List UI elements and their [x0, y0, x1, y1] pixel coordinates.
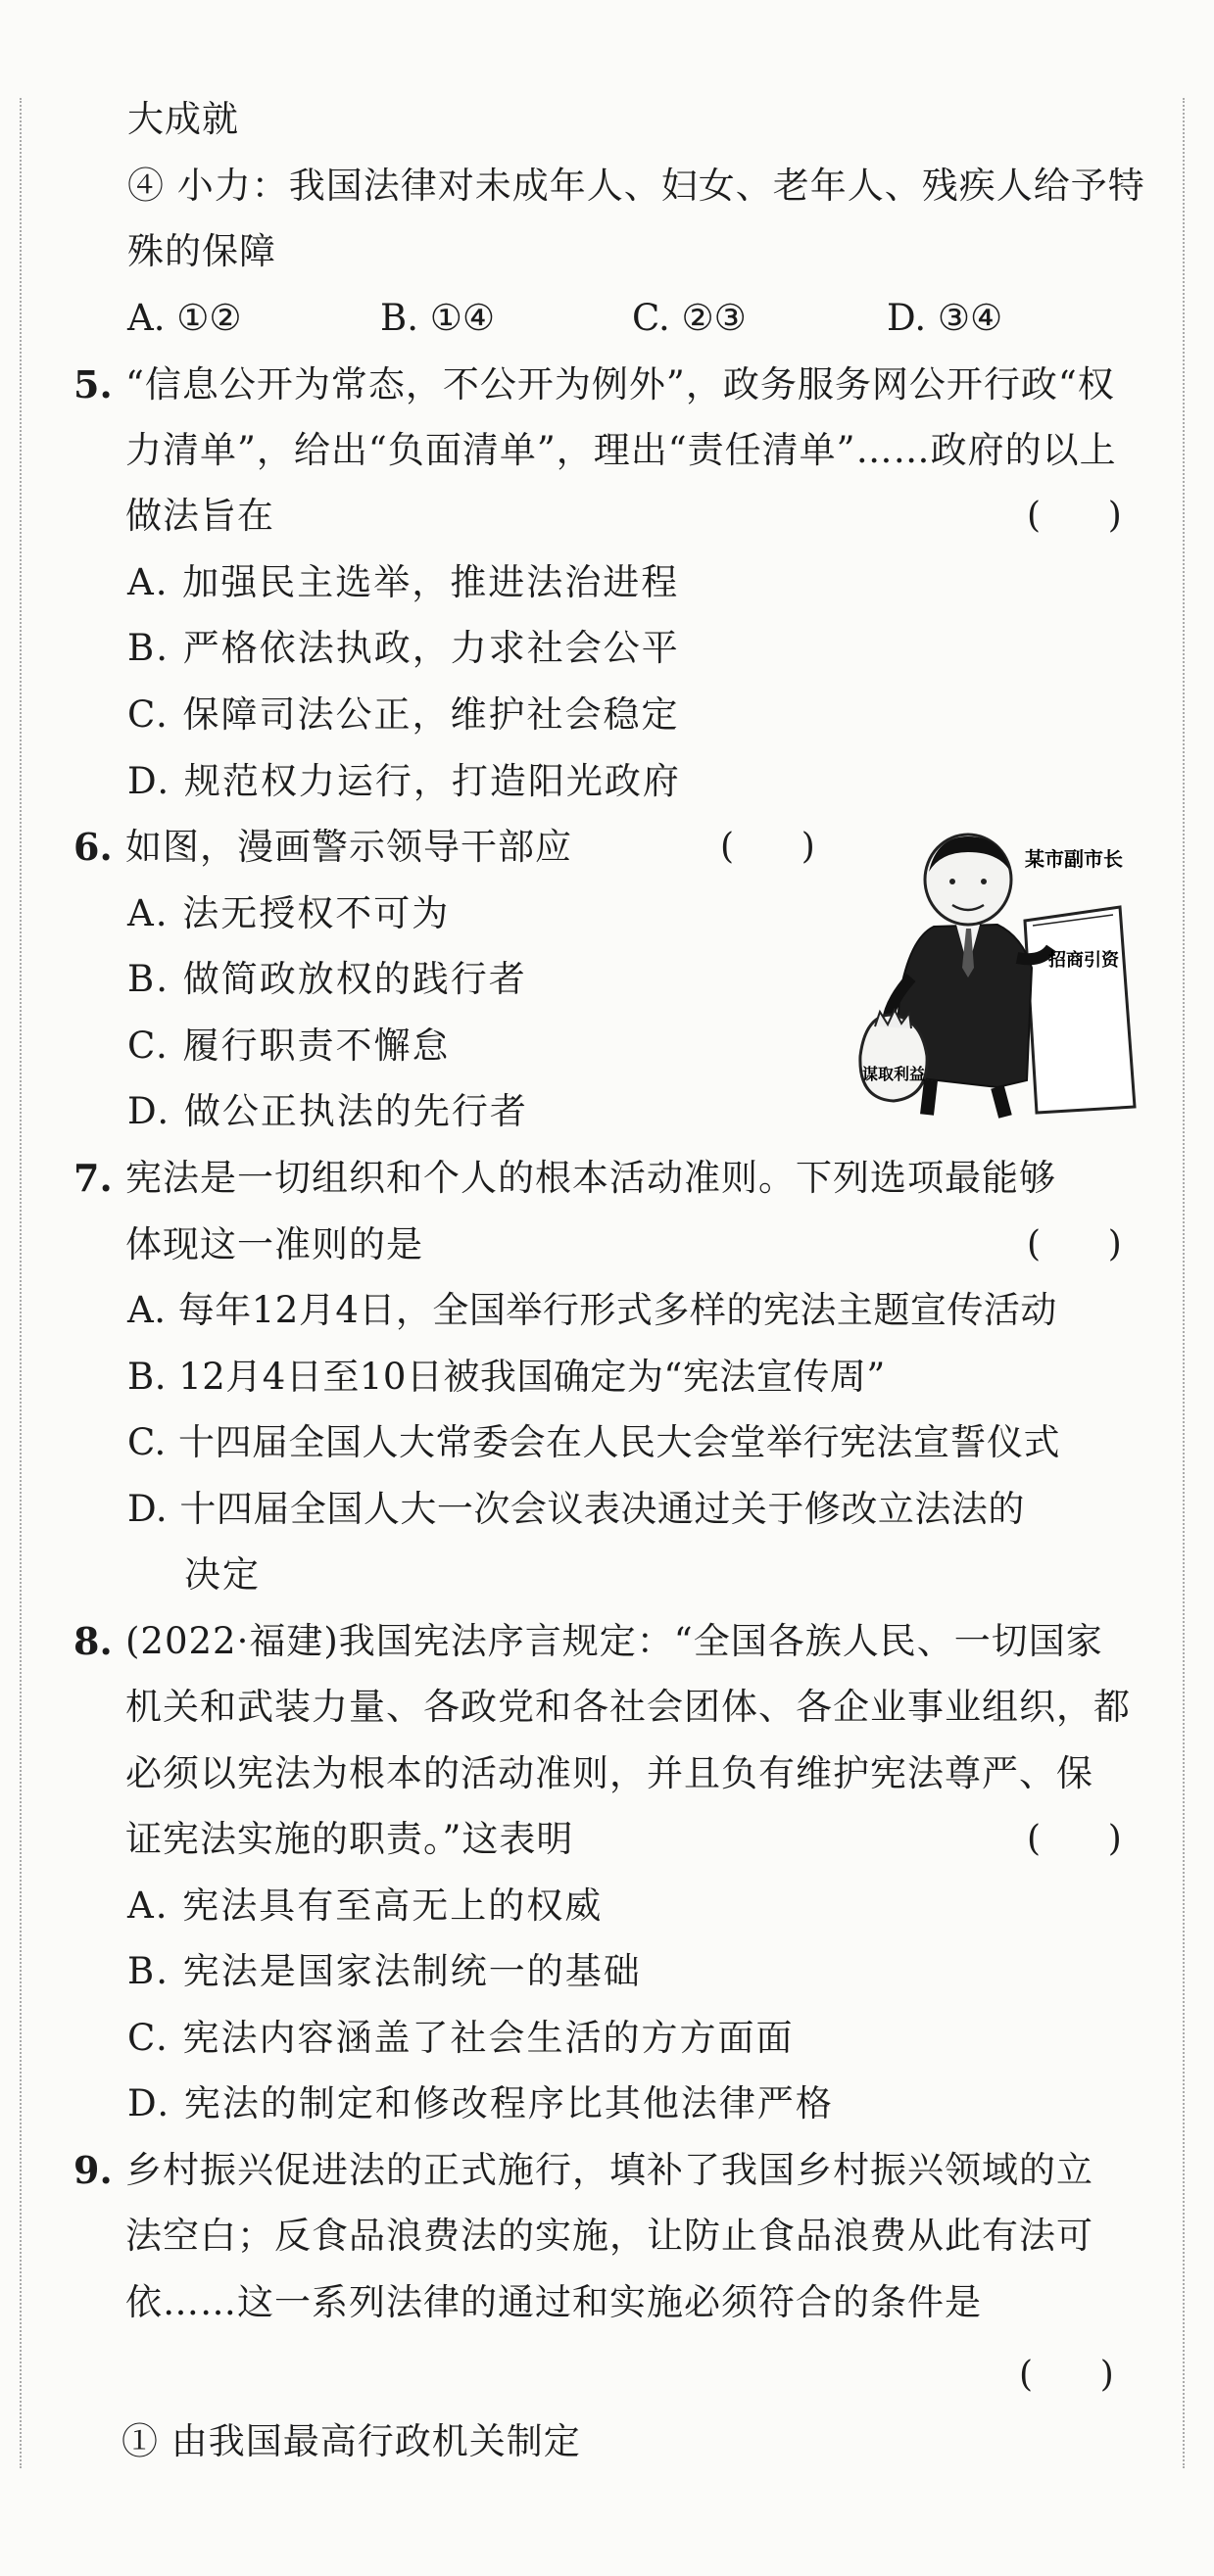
- question-8-stem-line: 证宪法实施的职责。”这表明: [125, 1818, 574, 1860]
- choice-a: A. ①②: [127, 297, 242, 339]
- question-5-option-d: D. 规范权力运行，打造阳光政府: [127, 760, 681, 802]
- question-7-stem-line: 宪法是一切组织和个人的根本活动准则。下列选项最能够: [125, 1157, 1056, 1199]
- question-6-number: 6.: [73, 825, 113, 869]
- question-6-option-c: C. 履行职责不懈怠: [127, 1025, 451, 1067]
- question-9-stem-line: 法空白；反食品浪费法的实施，让防止食品浪费从此有法可: [125, 2215, 1093, 2257]
- question-6-answer-blank[interactable]: ( ): [720, 827, 815, 867]
- question-8-stem-line: 机关和武装力量、各政党和各社会团体、各企业事业组织，都: [125, 1686, 1131, 1728]
- cartoon-bag-label: 谋取利益: [862, 1065, 926, 1083]
- question-6-stem: 如图，漫画警示领导干部应: [125, 826, 572, 868]
- choice-c: C. ②③: [632, 297, 747, 339]
- question-6-option-a: A. 法无授权不可为: [127, 892, 451, 934]
- question-5-answer-blank[interactable]: ( ): [1027, 496, 1122, 536]
- question-5-option-c: C. 保障司法公正，维护社会稳定: [127, 693, 680, 736]
- question-8-stem-line: 必须以宪法为根本的活动准则，并且负有维护宪法尊严、保: [125, 1752, 1093, 1794]
- question-6-option-d: D. 做公正执法的先行者: [127, 1090, 528, 1132]
- question-5-option-a: A. 加强民主选举，推进法治进程: [127, 561, 680, 603]
- question-5-stem-line: “信息公开为常态，不公开为例外”，政务服务网公开行政“权: [125, 363, 1115, 405]
- question-8-option-d: D. 宪法的制定和修改程序比其他法律严格: [127, 2082, 834, 2124]
- question-7-option-c: C. 十四届全国人大常委会在人民大会堂举行宪法宣誓仪式: [127, 1421, 1061, 1463]
- left-margin-line: [20, 98, 22, 2468]
- question-8-option-b: B. 宪法是国家法制统一的基础: [127, 1950, 642, 1992]
- question-7-option-b: B. 12月4日至10日被我国确定为“宪法宣传周”: [127, 1356, 886, 1398]
- cartoon-illustration: [850, 831, 1144, 1124]
- cartoon-title-label: 某市副市长: [1025, 847, 1123, 871]
- question-9-answer-blank[interactable]: ( ): [1019, 2355, 1114, 2395]
- question-6-option-b: B. 做简政放权的践行者: [127, 958, 527, 1000]
- question-5-number: 5.: [73, 362, 113, 406]
- question-9-stem-line: 依……这一系列法律的通过和实施必须符合的条件是: [125, 2281, 982, 2323]
- question-8-stem-line: (2022·福建)我国宪法序言规定：“全国各族人民、一切国家: [125, 1620, 1103, 1662]
- question-5-stem-line: 力清单”，给出“负面清单”，理出“责任清单”……政府的以上: [125, 429, 1117, 471]
- continued-line: 大成就: [127, 98, 239, 140]
- question-7-stem-line: 体现这一准则的是: [125, 1223, 423, 1265]
- question-8-answer-blank[interactable]: ( ): [1027, 1819, 1122, 1859]
- question-8-number: 8.: [73, 1619, 113, 1663]
- question-9-number: 9.: [73, 2148, 113, 2192]
- question-7-number: 7.: [73, 1156, 113, 1200]
- question-7-answer-blank[interactable]: ( ): [1027, 1224, 1122, 1264]
- question-5-option-b: B. 严格依法执政，力求社会公平: [127, 627, 680, 669]
- question-7-option-d: D. 十四届全国人大一次会议表决通过关于修改立法法的: [127, 1488, 1025, 1530]
- question-7-option-d-continued: 决定: [184, 1553, 261, 1596]
- choice-d: D. ③④: [887, 297, 1003, 339]
- question-9-item-1: ① 由我国最高行政机关制定: [121, 2420, 581, 2462]
- choice-b: B. ①④: [380, 297, 496, 339]
- question-7-option-a: A. 每年12月4日，全国举行形式多样的宪法主题宣传活动: [127, 1289, 1057, 1331]
- question-5-stem-line: 做法旨在: [125, 495, 274, 537]
- question-8-option-a: A. 宪法具有至高无上的权威: [127, 1884, 604, 1927]
- right-margin-line: [1183, 98, 1185, 2468]
- item-4-continued: 殊的保障: [127, 230, 276, 272]
- cartoon-board-label: 招商引资: [1048, 950, 1119, 971]
- question-9-stem-line: 乡村振兴促进法的正式施行，填补了我国乡村振兴领域的立: [125, 2149, 1093, 2191]
- question-8-option-c: C. 宪法内容涵盖了社会生活的方方面面: [127, 2017, 795, 2059]
- item-4-text: ④ 小力：我国法律对未成年人、妇女、老年人、残疾人给予特: [127, 165, 1145, 207]
